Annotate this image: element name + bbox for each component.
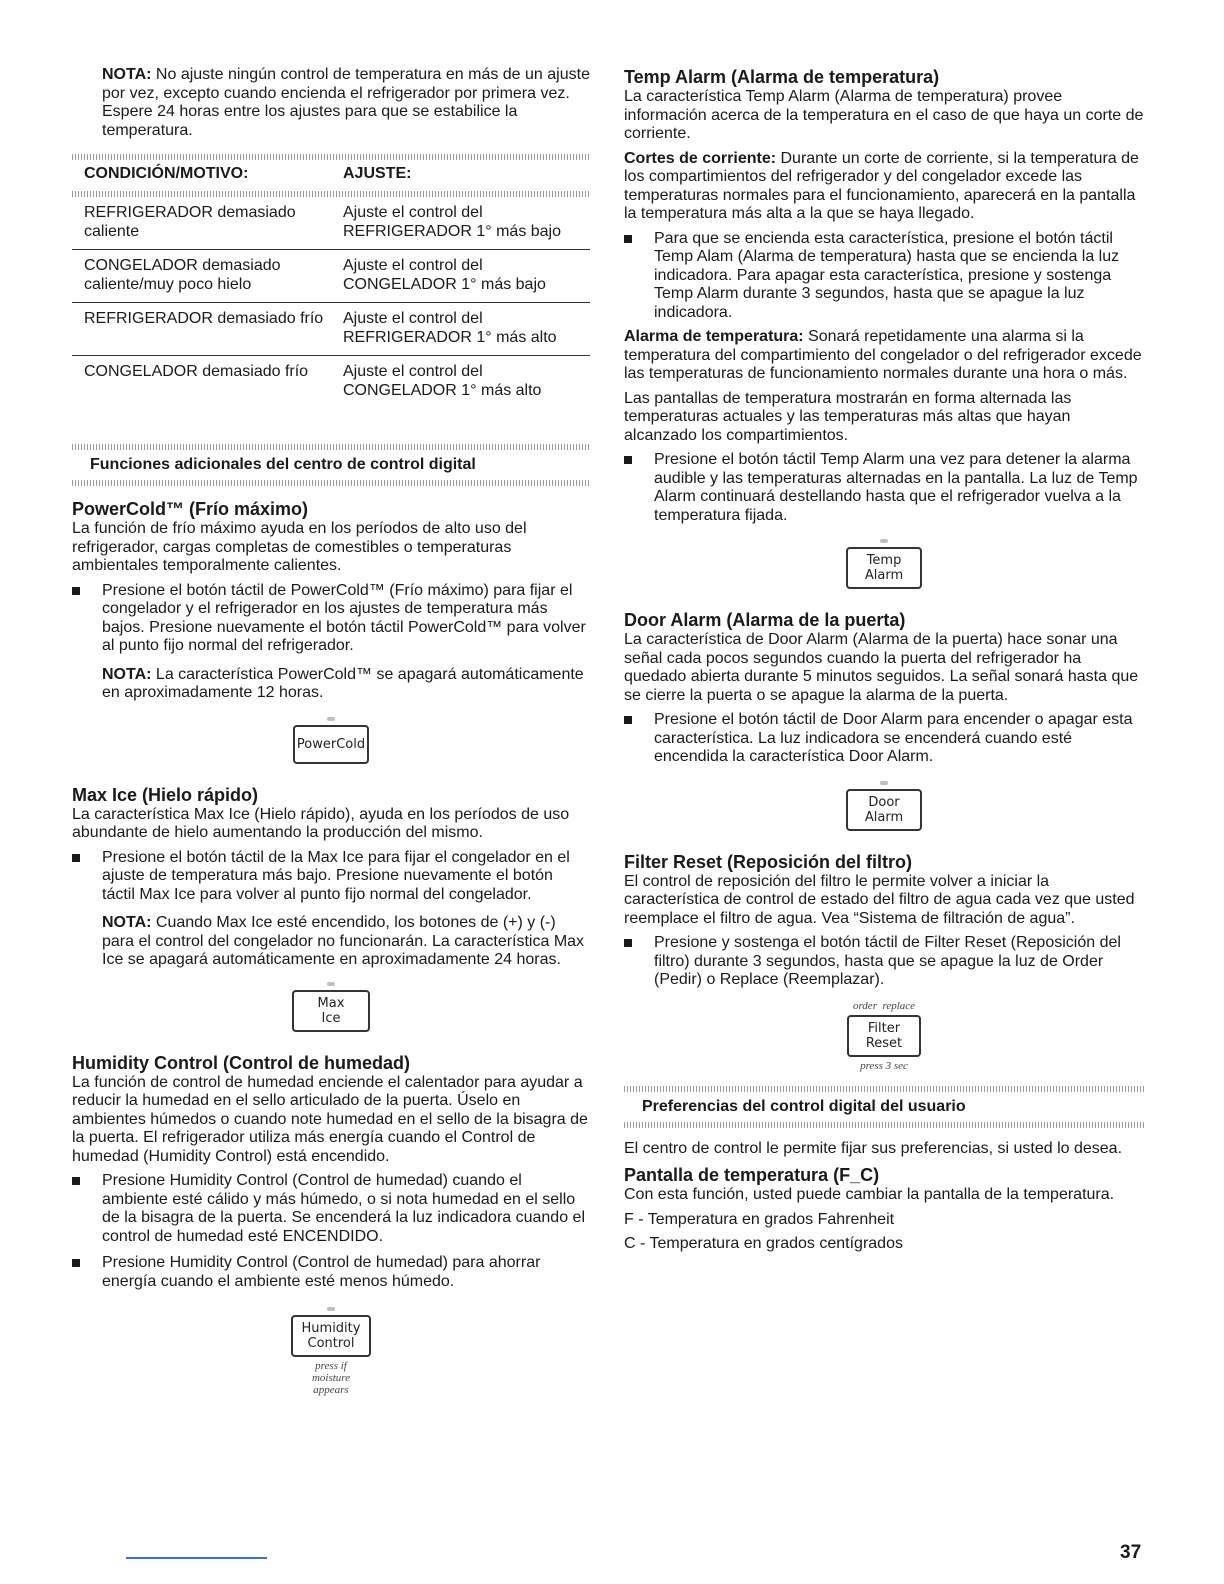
section-band-funciones [72,444,590,486]
tempalarm-button-figure [624,539,1144,589]
humidity-control-button[interactable] [291,1315,371,1357]
powercold-button-figure [72,717,590,764]
nota-label: NOTA: [102,914,152,931]
table-header-condition: CONDICIÓN/MOTIVO: [84,165,249,182]
table-cell: Ajuste el control del REFRIGERADOR 1° más alto [331,303,590,356]
pantallas-paragraph: Las pantallas de temperatura mostrarán en forma alternada las temperaturas actuales y las temperaturas más altas que hayan alcanzado los compartimientos. [624,389,1072,444]
nota-top [72,66,590,140]
nota-text: No ajuste ningún control de temperatura en más de un ajuste por vez, excepto cuando encienda el refrigerador por primera vez. Espere 24 horas entre los ajustes para que se estabilice la temperatura. [102,66,590,139]
cortes-label: Cortes de corriente: [624,149,777,167]
footer-rule [126,1557,267,1559]
button-line: Alarm [864,809,904,825]
filterreset-body: El control de reposición del filtro le permite volver a iniciar la característica de control de estado del filtro de agua cada vez que usted reemplace el filtro de agua. Vea “Sistema de filtración de agua”. [624,872,1135,927]
nota-label: NOTA: [102,665,152,683]
tempalarm-bullet-1: Para que se encienda esta característica, presione el botón táctil Temp Alam (Alarma de temperatura) hasta que se encienda la luz indicadora. Para apagar esta característica, presione y sostenga Temp Alarm durante 3 segundos, hasta que se apague la luz indicadora. [624,230,1144,323]
table-header-row [72,160,590,191]
temp-alarm-button[interactable] [846,547,922,589]
heading-tempalarm: Temp Alarm (Alarma de temperatura) [624,67,940,87]
condition-table [72,160,590,408]
humidity-button-figure [72,1307,590,1396]
cortes-text: Durante un corte de corriente, si la temperatura de los compartimientos del refrigerador y del congelador excede las temperaturas normales para el funcionamiento, aparecerá en la pantalla la temperatura más alta a la que se haya llegado. [624,149,1139,222]
heading-humidity: Humidity Control (Control de humedad) [72,1052,410,1073]
button-line: Alarm [864,568,904,583]
pantalla-f: F - Temperatura en grados Fahrenheit [624,1210,895,1228]
pantalla-body: Con esta función, usted puede cambiar la pantalla de la temperatura. [624,1186,1115,1203]
tempalarm-bullet-2: Presione el botón táctil Temp Alarm una vez para detener la alarma audible y las temperaturas alternadas en la pantalla. La luz de Temp Alarm continuará destellando hasta que el refrigerador vuelva a la temperatura fijada. [624,451,1144,525]
right-column [624,66,1144,1254]
indicator-light [327,982,335,986]
maxice-button[interactable] [292,990,370,1032]
button-line: Reset [865,1035,903,1051]
replace-label: replace [882,999,916,1012]
indicator-light [880,539,888,543]
order-label: order [852,999,877,1012]
nota-text: La característica PowerCold™ se apagará automáticamente en aproximadamente 12 horas. [102,665,584,701]
maxice-nota [72,914,590,970]
cortes-paragraph [624,150,1144,224]
alarma-label: Alarma de temperatura: [624,328,804,345]
button-line: Ice [321,1010,341,1026]
table-cell: Ajuste el control del REFRIGERADOR 1° más bajo [331,197,590,250]
filterreset-bullet: Presione y sostenga el botón táctil de Filter Reset (Reposición del filtro) durante 3 segundos, hasta que se apague la luz de Order (Pedir) o Replace (Reemplazar). [624,934,1144,990]
heading-dooralarm: Door Alarm (Alarma de la puerta) [624,610,906,630]
humidity-bullet-2: Presione Humidity Control (Control de humedad) para ahorrar energía cuando el ambiente esté menos húmedo. [72,1254,590,1291]
nota-label: NOTA: [102,66,152,83]
button-line: Control [307,1336,355,1351]
alarma-paragraph [624,328,1144,384]
table-row [72,250,590,303]
humidity-bullet-1: Presione Humidity Control (Control de humedad) cuando el ambiente esté cálido y más húmedo, o si nota humedad en el sello de la bisagra de la puerta. Se encenderá la luz indicadora cuando el control de humedad esté ENCENDIDO. [72,1172,590,1246]
humidity-body: La función de control de humedad enciende el calentador para ayudar a reducir la humedad en el sello articulado de la puerta. Úselo en ambientes húmedos o cuando note humedad en el sello de la bisagra de la puerta. El refrigerador utiliza más energía cuando el Control de humedad (Humidity Control) está encendido. [72,1073,588,1165]
table-row [72,303,590,356]
maxice-body: La característica Max Ice (Hielo rápido), ayuda en los períodos de uso abundante de hielo aumentando la producción del mismo. [72,805,570,841]
humidity-caption [72,1360,590,1396]
table-cell: CONGELADOR demasiado frío [84,363,309,380]
caption-line: appears [313,1384,349,1396]
maxice-bullet: Presione el botón táctil de la Max Ice para fijar el congelador en el ajuste de temperatura más bajo. Presione nuevamente el botón táctil Max Ice para volver al punto fijo normal del congelador. [72,849,590,905]
table-cell: Ajuste el control del CONGELADOR 1° más alto [343,363,542,399]
table-cell: Ajuste el control del CONGELADOR 1° más bajo [331,250,590,303]
section-title: Preferencias del control digital del usuario [642,1097,966,1115]
powercold-button[interactable]: PowerCold [293,725,369,764]
indicator-light [327,717,335,721]
section-title: Funciones adicionales del centro de control digital [90,456,476,473]
tempalarm-body: La característica Temp Alarm (Alarma de temperatura) provee información acerca de la temperatura en el caso de que haya un corte de corriente. [624,88,1144,142]
page-number: 37 [1120,1542,1142,1563]
alarma-text: Sonará repetidamente una alarma si la temperatura del compartimiento del congelador o del refrigerador excede las temperaturas de funcionamiento normales durante una hora o más. [624,328,1142,382]
table-cell: REFRIGERADOR demasiado frío [72,303,331,356]
powercold-nota [72,666,590,703]
button-line: Temp [866,553,902,568]
prefs-body: El centro de control le permite fijar sus preferencias, si usted lo desea. [624,1139,1123,1157]
caption-line: press if [315,1360,347,1372]
left-column [72,66,590,1396]
table-cell: CONGELADOR demasiado caliente/muy poco hielo [72,250,331,303]
filter-reset-caption: press 3 sec [860,1059,908,1072]
button-line: Humidity [301,1321,361,1336]
section-band-preferencias [624,1086,1144,1128]
dooralarm-bullet: Presione el botón táctil de Door Alarm para encender o apagar esta característica. La luz indicadora se encenderá cuando esté encendida la característica Door Alarm. [624,711,1144,767]
pantalla-c: C - Temperatura en grados centígrados [624,1235,903,1252]
maxice-button-figure [72,982,590,1032]
indicator-light [880,781,888,785]
table-header-adjust: AJUSTE: [343,165,412,182]
indicator-light [327,1307,335,1311]
heading-pantalla: Pantalla de temperatura (F_C) [624,1165,880,1185]
powercold-bullet: Presione el botón táctil de PowerCold™ (Frío máximo) para fijar el congelador y el refrigerador en los ajustes de temperatura más bajos. Presione nuevamente el botón táctil PowerCold™ para volver al punto fijo normal del refrigerador. [72,582,590,656]
section-rule-bottom [72,480,590,486]
filter-reset-button[interactable] [847,1015,921,1057]
heading-maxice: Max Ice (Hielo rápido) [72,784,259,805]
caption-line: moisture [311,1372,351,1384]
table-row [72,197,590,250]
dooralarm-body: La característica de Door Alarm (Alarma de la puerta) hace sonar una señal cada pocos segundos cuando la puerta del refrigerador ha quedado abierta durante 5 minutos seguidos. La señal sonará hasta que se cierre la puerta o se apague la alarma de la puerta. [624,631,1139,704]
door-alarm-button[interactable] [846,789,922,831]
heading-powercold: PowerCold™ (Frío máximo) [72,499,309,519]
filter-status-labels [624,1000,1144,1012]
filterreset-button-figure [624,1000,1144,1072]
table-row [72,356,590,409]
button-line: Max [317,995,345,1011]
button-line: Door [868,794,900,810]
heading-filterreset: Filter Reset (Reposición del filtro) [624,851,913,872]
powercold-body: La función de frío máximo ayuda en los períodos de alto uso del refrigerador, cargas completas de comestibles o temperaturas ambientales temporalmente calientes. [72,520,527,574]
section-rule-bottom [624,1122,1144,1128]
button-line: Filter [867,1020,901,1036]
table-cell: REFRIGERADOR demasiado caliente [72,197,331,250]
dooralarm-button-figure [624,781,1144,831]
nota-text: Cuando Max Ice esté encendido, los botones de (+) y (-) para el control del congelador no funcionarán. La característica Max Ice se apagará automáticamente en aproximadamente 24 horas. [102,914,585,968]
